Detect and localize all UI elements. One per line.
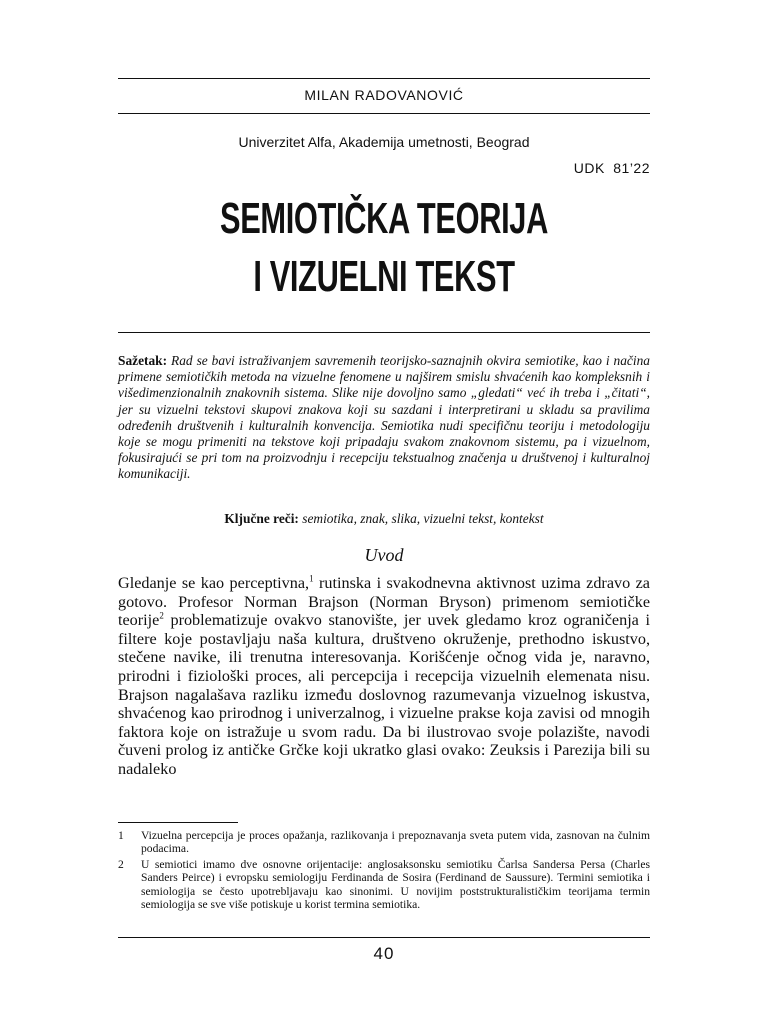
footnote-1 bbox=[118, 829, 650, 856]
article-title-line-2: I VIZUELNI TEKST bbox=[253, 252, 515, 301]
udk-code: UDK 81’22 bbox=[573, 160, 650, 176]
section-heading: Uvod bbox=[364, 545, 404, 565]
author-affiliation: Univerzitet Alfa, Akademija umetnosti, Beograd bbox=[238, 134, 530, 150]
title-rule bbox=[118, 332, 650, 333]
abstract bbox=[118, 353, 650, 483]
abstract-text: Rad se bavi istraživanjem savremenih teorijsko-saznajnih okvira semiotike, kao i načina primene semiotičkih metoda na vizuelne fenomene u najširem smislu shvaćenih kao kompleksnih i višedimenzionalnih znakovnih sistema. Slike nije dovoljno samo „gledati“ već ih treba i „čitati“, jer su vizuelni tekstovi skupovi znakova koji su sazdani i interpretirani u skladu sa pravilima određenih društvenih i kulturalnih konvencija. Semiotika nudi specifičnu teoriju i metodologiju koje se mogu primeniti na tekstove koji pripadaju svakom znakovnom sistemu, pa i vizuelnom, fokusirajući se pri tom na proizvodnju i recepciju tekstualnog značenja u društvenoj i kulturalnoj komunikaciji. bbox=[118, 353, 650, 482]
footnote-number: 2 bbox=[118, 857, 124, 871]
footnote-text: U semiotici imamo dve osnovne orijentacije: anglosaksonsku semiotiku Čarlsa Sandersa Persa (Charles Sanders Peirce) i evropsku semiologiju Ferdinanda de Sosira (Ferdinand de Saussure). Termini semiotika i semiologija se često upotrebljavaju kao sinonimi. U novijim poststrukturalističkim teorijama termin semiologija se sve više potiskuje u korist termina semiotika. bbox=[141, 857, 650, 912]
body-paragraph bbox=[118, 574, 650, 779]
footnote-2 bbox=[118, 858, 650, 912]
footnote-text: Vizuelna percepcija je proces opažanja, razlikovanja i prepoznavanja sveta putem vida, zasnovan na čulnim podacima. bbox=[141, 829, 650, 856]
body-text-2: rutinska i svakodnevna aktivnost uzima zdravo za gotovo. Profesor Norman Brajson (Norman Bryson) primenom semiotičke teorije bbox=[118, 574, 650, 630]
running-header-author: MILAN RADOVANOVIĆ bbox=[304, 87, 464, 103]
header-bottom-rule bbox=[118, 113, 650, 114]
footnote-number: 1 bbox=[118, 829, 124, 842]
footer-rule bbox=[118, 937, 650, 938]
keywords-text: semiotika, znak, slika, vizuelni tekst, kontekst bbox=[302, 511, 544, 526]
keywords bbox=[118, 511, 650, 527]
body-text-1: Gledanje se kao perceptivna, bbox=[118, 574, 310, 592]
article-title-line-1: SEMIOTIČKA TEORIJA bbox=[220, 194, 548, 243]
footnote-ref-2[interactable]: 2 bbox=[159, 610, 164, 621]
footnote-separator bbox=[118, 822, 238, 823]
body-text-3: problematizuje ovakvo stanovište, jer uvek gledamo kroz ograničenja i filtere koje postavljaju naša kultura, društveno okruženje, prethodno iskustvo, stečene navike, ili trenutna interesovanja. Korišćenje očnog vida je, naravno, prirodni i fiziološki proces, ali percepcija i recepcija vizuelnih elemenata nisu. Brajson nagalašava razliku između doslovnog razumevanja vizuelnog iskustva, shvaćenog kao prirodnog i univerzalnog, i vizuelne prakse koja zavisi od mnogih faktora koje on istražuje u svom radu. Da bi ilustrovao svoje polazište, navodi čuveni prolog iz antičke Grčke koji ukratko glasi ovako: Zeuksis i Parezija bili su nadaleko bbox=[118, 611, 650, 778]
footnotes bbox=[118, 829, 650, 913]
keywords-label: Ključne reči: bbox=[224, 511, 299, 526]
abstract-label: Sažetak: bbox=[118, 353, 168, 368]
header-top-rule bbox=[118, 78, 650, 79]
page-number: 40 bbox=[373, 944, 395, 963]
footnote-ref-1[interactable]: 1 bbox=[309, 573, 314, 584]
